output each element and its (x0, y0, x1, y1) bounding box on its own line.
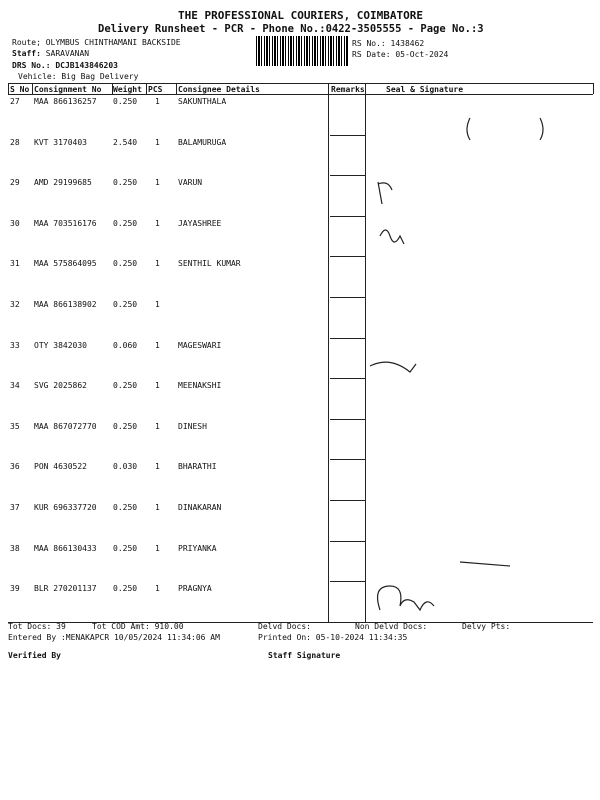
rs-date: RS Date: 05-Oct-2024 (352, 50, 449, 59)
delivery-points: Delvy Pts: (462, 622, 511, 631)
weight-value: 0.250 (113, 584, 138, 594)
printed-on: Printed On: 05-10-2024 11:34:35 (258, 633, 408, 642)
consignee-name: DINAKARAN (178, 503, 222, 512)
weight-value: 0.060 (113, 340, 138, 350)
signature-row-33 (370, 362, 416, 372)
row-serial: 28 (10, 137, 20, 147)
handwriting-row-34-name: K. Meenakshi (368, 383, 445, 396)
signature-row-30 (380, 230, 404, 244)
row-serial: 30 (10, 218, 20, 228)
handwriting-row-29: 9840184246 (398, 188, 494, 206)
route-text: Route; OLYMBUS CHINTHAMANI BACKSIDE (12, 38, 181, 47)
strike-row-38 (460, 562, 510, 566)
pcs-value: 1 (155, 218, 160, 228)
handwriting-row-28: Priya (398, 148, 446, 169)
drs-label: DRS No.: (12, 61, 51, 70)
row-serial: 39 (10, 584, 20, 594)
handwriting-row-27: N.Sutha (Sby) (380, 120, 494, 139)
consignment-number: SVG 2025862 (34, 381, 87, 391)
consignee-name: MEENAKSHI (178, 381, 222, 391)
runsheet-subtitle: Delivery Runsheet - PCR - Phone No.:0422-3505555 - Page No.:3 (98, 23, 484, 35)
consignee-name: SAKUNTHALA (178, 97, 227, 106)
tot-docs: Tot Docs: 39 (8, 622, 66, 631)
consignment-number: MAA 866138902 (34, 300, 97, 309)
handwriting-row-36-name: A. Bharathi (380, 480, 444, 493)
consignment-number: BLR 270201137 (34, 584, 97, 594)
row-serial: 36 (10, 462, 20, 472)
consignee-name: PRIYANKA (178, 543, 217, 553)
weight-value: 0.250 (113, 97, 138, 106)
company-title: THE PROFESSIONAL COURIERS, COIMBATORE (178, 9, 424, 22)
consignment-number: MAA 575864095 (34, 259, 97, 269)
rs-number: RS No.: 1438462 (352, 39, 425, 48)
vehicle-text: Vehicle: Big Bag Delivery (18, 72, 139, 81)
row-serial: 33 (10, 340, 20, 350)
consignee-name: PRAGNYA (178, 584, 212, 594)
consignee-name: BHARATHI (178, 462, 217, 472)
staff-signature-label: Staff Signature (268, 651, 341, 660)
row-serial: 31 (10, 259, 20, 269)
bracket-strokes (467, 118, 543, 140)
handwriting-row-33: 8056638492 (440, 360, 530, 376)
pcs-value: 1 (155, 584, 160, 594)
handwriting-row-34-phone: 9443656762 (384, 397, 499, 418)
handwriting-row-38: S. Priya Ravindran (386, 555, 510, 570)
consignment-number: KUR 696337720 (34, 503, 97, 512)
verified-signature: OM (26, 669, 58, 689)
pcs-value: 1 (155, 503, 160, 512)
drs-value: DCJB143846203 (55, 61, 118, 70)
pcs-value: 1 (155, 421, 160, 431)
pcs-value: 1 (155, 137, 160, 147)
pcs-value: 1 (155, 543, 160, 553)
staff-name: SARAVANAN (45, 49, 90, 58)
consignee-name: SENTHIL KUMAR (178, 259, 241, 269)
entered-by: Entered By :MENAKAPCR 10/05/2024 11:34:06 AM (8, 633, 220, 642)
pcs-value: 1 (155, 462, 160, 472)
row-serial: 27 (10, 97, 20, 106)
weight-value: 0.250 (113, 178, 138, 188)
handwriting-row-35-phone: 9843006183 (452, 443, 548, 461)
handwriting-row-39: 8056554534 (477, 584, 575, 622)
signature-row-29 (378, 182, 392, 204)
pcs-value: 1 (155, 178, 160, 188)
row-serial: 35 (10, 421, 20, 431)
row-serial: 32 (10, 300, 20, 309)
pcs-value: 1 (155, 340, 160, 350)
weight-value: 0.030 (113, 462, 138, 472)
column-header: Consignee Details (178, 85, 260, 94)
weight-value: 0.250 (113, 300, 138, 309)
delivered-docs: Delvd Docs: (258, 622, 311, 631)
column-header: Seal & Signature (386, 85, 464, 94)
handwriting-row-32-name: Sashikumar (178, 307, 311, 332)
verified-by-label: Verified By (8, 651, 61, 660)
column-header: Weight (113, 85, 142, 94)
consignment-number: MAA 703516176 (34, 218, 97, 228)
handwriting-row-35-name: Dinesh (394, 431, 458, 452)
consignment-number: MAA 867072770 (34, 421, 97, 431)
consignee-name: MAGESWARI (178, 340, 222, 350)
row-serial: 29 (10, 178, 20, 188)
consignment-number: MAA 866130433 (34, 543, 97, 553)
consignment-number: PON 4630522 (34, 462, 87, 472)
column-header: S No (10, 85, 30, 94)
handwriting-row-37: DINAKARAN (410, 515, 516, 534)
row-serial: 37 (10, 503, 20, 512)
column-header: Remarks (331, 85, 365, 94)
weight-value: 2.540 (113, 137, 138, 147)
weight-value: 0.250 (113, 543, 138, 553)
row-serial: 38 (10, 543, 20, 553)
consignment-number: OTY 3842030 (34, 340, 87, 350)
consignee-name: DINESH (178, 421, 207, 431)
signature-row-39 (378, 586, 434, 610)
consignee-name: BALAMURUGA (178, 137, 227, 147)
consignment-number: AMD 29199685 (34, 178, 92, 188)
weight-value: 0.250 (113, 259, 138, 269)
handwriting-row-36-phone: 9600918474 (452, 483, 535, 498)
weight-value: 0.250 (113, 218, 138, 228)
column-header: PCS (148, 85, 163, 94)
staff-label: Staff: (12, 49, 41, 58)
handwriting-row-32-sign: PIR (404, 303, 441, 327)
column-header: Consignment No (34, 85, 102, 94)
handwriting-row-31: N. Samy 8037940 35450 (372, 272, 548, 288)
pcs-value: 1 (155, 259, 160, 269)
pcs-value: 1 (155, 381, 160, 391)
tot-cod-amount: Tot COD Amt: 910.00 (92, 622, 184, 631)
consignee-name: JAYASHREE (178, 218, 222, 228)
pcs-value: 1 (155, 97, 160, 106)
consignment-number: KVT 3170403 (34, 137, 87, 147)
weight-value: 0.250 (113, 421, 138, 431)
row-serial: 34 (10, 381, 20, 391)
consignee-name: VARUN (178, 178, 203, 188)
weight-value: 0.250 (113, 381, 138, 391)
handwriting-row-30: 7667401518 (438, 235, 547, 255)
pcs-value: 1 (155, 300, 160, 309)
consignment-number: MAA 866136257 (34, 97, 97, 106)
non-delivered-docs: Non Delvd Docs: (355, 622, 428, 631)
weight-value: 0.250 (113, 503, 138, 512)
